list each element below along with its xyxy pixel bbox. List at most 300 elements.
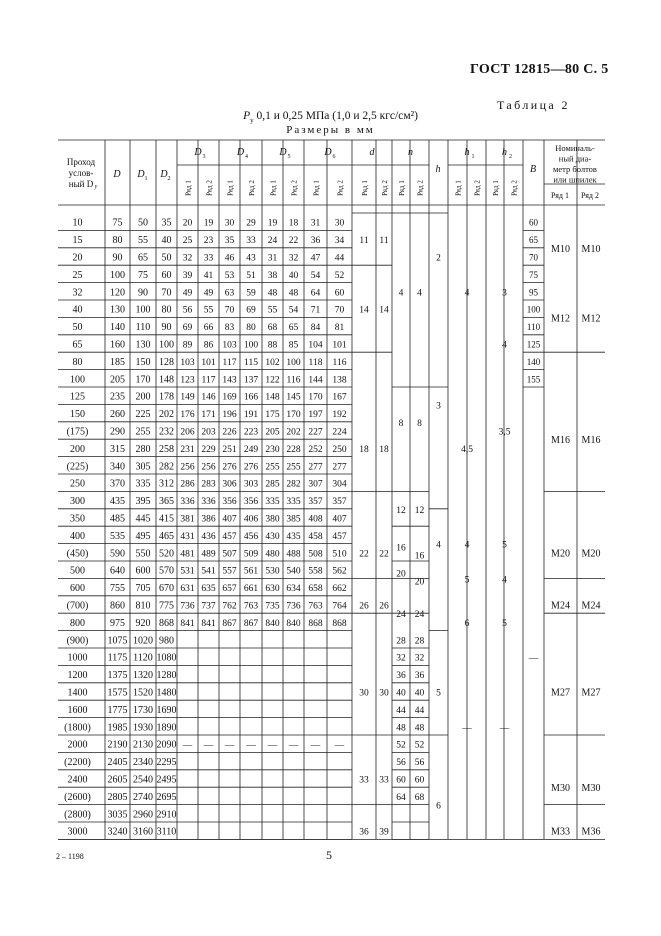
header-group-sub: 6 (332, 154, 336, 160)
cell-value: 1575 (107, 687, 128, 699)
h-value: 3 (436, 401, 441, 412)
cell-value: 191 (243, 410, 259, 421)
cell-value: 75 (112, 217, 123, 229)
cell-value: 282 (286, 479, 301, 490)
cell-value: 226 (222, 427, 237, 438)
cell-value: 86 (203, 340, 214, 351)
header-B: B (529, 164, 537, 175)
cell-value: 530 (265, 566, 280, 577)
header-row-label: Ряд 2 (510, 180, 519, 196)
cell-value: 40 (288, 270, 299, 281)
cell-value: 70 (161, 287, 172, 299)
cell-value: 735 (265, 601, 280, 612)
cell-value: 59 (246, 288, 256, 299)
cell-value: 110 (135, 322, 151, 334)
cell-value: 66 (203, 323, 214, 334)
cell-value: 31 (310, 218, 321, 229)
cell-value: 600 (135, 565, 151, 577)
header-row-label: Ряд 2 (473, 180, 482, 196)
cell-value: 36 (310, 236, 321, 247)
B-value: 110 (526, 322, 541, 333)
cell-value: 868 (332, 618, 347, 629)
cell-value: 70 (224, 305, 235, 316)
cell-value: 303 (243, 479, 259, 490)
cell-value: 630 (265, 584, 280, 595)
cell-value: (2600) (64, 791, 91, 803)
cell-value: — (203, 740, 214, 751)
bolt-row1-value: M24 (551, 600, 570, 612)
cell-value: 171 (201, 410, 216, 421)
d-value: 30 (379, 688, 389, 699)
cell-value: 225 (135, 409, 151, 421)
header-group-D6: D (324, 147, 332, 158)
cell-value: 103 (222, 340, 237, 351)
sizes-caption: Размеры в мм (286, 124, 375, 136)
cell-value: 562 (332, 566, 347, 577)
cell-value: 304 (332, 479, 347, 490)
cell-value: 203 (201, 427, 216, 438)
cell-value: 65 (288, 323, 299, 334)
n-value: 36 (414, 671, 425, 682)
cell-value: 23 (203, 236, 214, 247)
cell-value: 1075 (107, 635, 128, 647)
cell-value: 436 (201, 531, 216, 542)
cell-value: 38 (267, 270, 278, 281)
bolt-row2-value: M12 (581, 313, 601, 325)
cell-value: 2405 (107, 757, 128, 769)
cell-value: 431 (180, 531, 195, 542)
cell-value: 20 (182, 218, 193, 229)
cell-value: 249 (243, 444, 259, 455)
cell-value: 762 (222, 601, 237, 612)
cell-value: (900) (66, 635, 89, 647)
cell-value: 89 (182, 340, 193, 351)
cell-value: 407 (332, 514, 347, 525)
header-row-label: Ряд 1 (269, 180, 278, 196)
h-value: 5 (436, 688, 441, 699)
cell-value: 763 (308, 601, 323, 612)
footer-code: 2 – 1198 (56, 852, 84, 861)
n-value: 20 (396, 569, 406, 580)
cell-value: 49 (203, 288, 214, 299)
cell-value: 415 (159, 513, 174, 525)
cell-value: 116 (332, 357, 347, 368)
cell-value: 3240 (107, 826, 128, 838)
cell-value: 500 (70, 565, 85, 577)
cell-value: 1890 (156, 722, 177, 734)
cell-value: 1520 (133, 687, 153, 699)
cell-value: 196 (222, 410, 237, 421)
header-group-n: n (408, 147, 413, 158)
cell-value: 40 (72, 304, 83, 316)
cell-value: 15 (72, 235, 83, 247)
cell-value: 841 (201, 618, 216, 629)
cell-value: 20 (72, 252, 83, 264)
cell-value: 336 (180, 497, 195, 508)
cell-value: 69 (246, 305, 256, 316)
n-value: 8 (398, 418, 404, 429)
cell-value: 19 (203, 218, 214, 229)
B-value: 60 (529, 217, 538, 228)
cell-value: — (334, 740, 345, 751)
cell-value: 55 (138, 235, 148, 247)
cell-value: 68 (267, 323, 278, 334)
cell-value: 380 (265, 514, 280, 525)
cell-value: 125 (70, 391, 85, 403)
cell-value: 350 (70, 513, 85, 525)
cell-value: — (182, 740, 193, 751)
cell-value: 535 (110, 530, 125, 542)
cell-value: 29 (246, 218, 256, 229)
bolt-row2-value: M36 (581, 826, 601, 838)
header-group-d: d (369, 147, 375, 158)
cell-value: 457 (222, 531, 237, 542)
bolt-row2-value: M10 (581, 243, 601, 255)
cell-value: 406 (243, 514, 259, 525)
header-bolt-row1: Ряд 1 (551, 191, 569, 200)
cell-value: (2200) (64, 757, 91, 769)
h2-value: 5 (502, 618, 507, 629)
cell-value: 258 (159, 443, 174, 455)
cell-value: 148 (159, 374, 174, 386)
pressure-symbol: P (243, 110, 251, 122)
cell-value: 256 (180, 462, 195, 473)
cell-value: 47 (310, 253, 321, 264)
d-value: 11 (379, 236, 389, 247)
cell-value: 356 (222, 497, 237, 508)
header-dn-line: ный D (68, 179, 94, 189)
cell-value: 3035 (107, 809, 128, 821)
cell-value: 150 (135, 356, 151, 368)
cell-value: 541 (201, 566, 216, 577)
cell-value: 2910 (156, 809, 177, 821)
header-group-D4: D (236, 147, 245, 158)
cell-value: 122 (265, 375, 280, 386)
cell-value: 485 (110, 513, 125, 525)
cell-value: 50 (72, 322, 83, 334)
cell-value: 170 (308, 392, 323, 403)
standard-header: ГОСТ 12815—80 С. 5 (470, 62, 609, 77)
header-row-label: Ряд 2 (336, 180, 345, 196)
n-value: 60 (396, 775, 406, 786)
cell-value: 170 (286, 410, 301, 421)
cell-value: 736 (286, 601, 301, 612)
B-value: 95 (529, 287, 538, 298)
h2-value: 4 (502, 340, 507, 351)
n-value: 60 (414, 775, 425, 786)
cell-value: 306 (222, 479, 237, 490)
cell-value: 2295 (156, 757, 177, 769)
cell-value: 435 (110, 496, 125, 508)
cell-value: 1020 (133, 635, 153, 647)
bolt-row1-value: M27 (551, 687, 570, 699)
n-value: 24 (396, 610, 406, 621)
cell-value: 256 (201, 462, 216, 473)
cell-value: 590 (110, 548, 125, 560)
n-value: 52 (396, 740, 406, 751)
cell-value: 118 (308, 357, 323, 368)
header-group-sub: 4 (245, 154, 248, 160)
cell-value: 365 (159, 496, 174, 508)
cell-value: 3160 (133, 826, 153, 838)
cell-value: 255 (135, 426, 151, 438)
cell-value: 55 (203, 305, 214, 316)
header-row-label: Ряд 2 (248, 180, 256, 196)
cell-value: 56 (182, 305, 193, 316)
B-value: 125 (526, 339, 541, 350)
B-value: 155 (526, 374, 541, 385)
cell-value: 24 (267, 236, 278, 247)
cell-value: 84 (310, 323, 321, 334)
cell-value: 2495 (156, 774, 177, 786)
header-row-label: Ряд 1 (492, 180, 500, 196)
d-value: 11 (359, 236, 369, 247)
header-bolt-line: ный диа- (558, 153, 592, 164)
header-bolt-row2: Ряд 2 (581, 191, 599, 200)
cell-value: 305 (135, 461, 151, 473)
header-bolt-line: метр болтов (553, 164, 597, 174)
header-row-label: Ряд 1 (361, 180, 369, 196)
cell-value: 115 (244, 357, 258, 368)
cell-value: 631 (180, 584, 195, 595)
header-D2-sub: 2 (167, 176, 171, 182)
cell-value: 231 (180, 444, 195, 455)
cell-value: 867 (243, 618, 259, 629)
cell-value: 312 (159, 478, 174, 490)
cell-value: 510 (332, 549, 347, 560)
cell-value: 386 (201, 514, 216, 525)
cell-value: 370 (110, 478, 125, 490)
cell-value: 2000 (67, 739, 88, 751)
cell-value: 277 (308, 462, 323, 473)
cell-value: 63 (224, 288, 235, 299)
header-row-label: Ряд 1 (226, 180, 235, 196)
cell-value: 83 (224, 323, 235, 334)
cell-value: 920 (135, 617, 151, 629)
n-value: 48 (414, 723, 425, 734)
cell-value: 50 (161, 252, 172, 264)
header-row-label: Ряд 1 (398, 180, 406, 196)
cell-value: 69 (182, 323, 193, 334)
cell-value: 178 (159, 391, 174, 403)
header-h: h (435, 164, 441, 175)
cell-value: 25 (72, 269, 83, 281)
header-group-h2: h (502, 147, 507, 158)
cell-value: 90 (138, 287, 148, 299)
cell-value: 148 (265, 392, 280, 403)
cell-value: 46 (224, 253, 235, 264)
cell-value: 128 (159, 356, 174, 368)
cell-value: 145 (286, 392, 301, 403)
cell-value: 1480 (156, 687, 177, 699)
cell-value: 2190 (107, 739, 128, 751)
cell-value: 146 (201, 392, 216, 403)
cell-value: — (267, 740, 278, 751)
cell-value: 103 (180, 357, 195, 368)
n-value: 12 (414, 505, 425, 516)
bolt-row2-value: M24 (581, 600, 601, 612)
header-group-sub: 3 (202, 154, 206, 160)
cell-value: 300 (70, 496, 85, 508)
cell-value: 1690 (156, 704, 177, 716)
cell-value: 144 (308, 375, 323, 386)
cell-value: 640 (110, 565, 125, 577)
cell-value: 18 (288, 218, 299, 229)
n-value: 16 (414, 551, 425, 562)
cell-value: 50 (138, 217, 148, 229)
cell-value: 975 (110, 617, 125, 629)
cell-value: 100 (135, 304, 151, 316)
B-value: 140 (526, 356, 541, 367)
cell-value: 60 (334, 288, 345, 299)
cell-value: 2090 (156, 739, 177, 751)
cell-value: 49 (182, 288, 193, 299)
cell-value: 31 (267, 253, 278, 264)
cell-value: 480 (265, 549, 280, 560)
n-value: 28 (414, 636, 425, 647)
bolt-row1-value: M16 (551, 435, 570, 447)
n-value: 36 (396, 671, 406, 682)
cell-value: 286 (180, 479, 195, 490)
n-value: 56 (414, 758, 425, 769)
d-value: 22 (359, 549, 369, 560)
cell-value: 840 (286, 618, 301, 629)
cell-value: 197 (308, 410, 323, 421)
header-bolt-line: Номиналь- (555, 143, 595, 153)
cell-value: 30 (224, 218, 235, 229)
cell-value: 1775 (107, 704, 128, 716)
d-value: 22 (379, 549, 389, 560)
n-value: 48 (396, 723, 406, 734)
cell-value: 250 (70, 478, 85, 490)
cell-value: 395 (135, 496, 151, 508)
cell-value: 2130 (133, 739, 153, 751)
cell-value: 100 (70, 374, 85, 386)
cell-value: 149 (180, 392, 195, 403)
cell-value: 260 (110, 409, 125, 421)
cell-value: 230 (265, 444, 280, 455)
h2-value: 3 (502, 288, 507, 299)
cell-value: 2340 (133, 757, 153, 769)
cell-value: 980 (159, 635, 174, 647)
cell-value: 25 (182, 236, 193, 247)
cell-value: 570 (159, 565, 174, 577)
cell-value: 137 (243, 375, 259, 386)
h1-value: 6 (464, 618, 470, 629)
cell-value: 65 (138, 252, 148, 264)
header-row-label: Ряд 1 (454, 180, 463, 196)
d-value: 26 (379, 601, 389, 612)
cell-value: 185 (110, 356, 125, 368)
cell-value: 357 (332, 497, 347, 508)
cell-value: 100 (110, 269, 125, 281)
bolt-row1-value: M10 (551, 243, 570, 255)
table-label: Таблица 2 (497, 98, 570, 112)
header-group-h1: h (464, 147, 470, 158)
cell-value: 205 (265, 427, 280, 438)
h1-value: — (462, 723, 472, 734)
header-dn-sub: y (94, 184, 98, 190)
cell-value: 229 (201, 444, 216, 455)
n-value: 40 (396, 688, 406, 699)
cell-value: 282 (159, 461, 174, 473)
cell-value: 2695 (156, 791, 177, 803)
cell-value: 277 (332, 462, 347, 473)
cell-value: 255 (286, 462, 301, 473)
cell-value: 315 (110, 443, 125, 455)
cell-value: 60 (161, 269, 172, 281)
cell-value: 101 (332, 340, 347, 351)
cell-value: 206 (180, 427, 195, 438)
header-group-sub: 1 (471, 154, 475, 160)
cell-value: 40 (161, 235, 172, 247)
cell-value: 30 (334, 218, 345, 229)
d-value: 30 (359, 688, 369, 699)
header-group-sub: 5 (287, 154, 291, 160)
cell-value: 32 (182, 253, 193, 264)
header-row-label: Ряд 1 (184, 180, 193, 196)
cell-value: 19 (267, 218, 278, 229)
cell-value: 39 (182, 270, 193, 281)
d-value: 18 (379, 444, 389, 455)
n-value: 4 (417, 288, 422, 299)
cell-value: 33 (246, 236, 256, 247)
cell-value: 150 (70, 409, 85, 421)
cell-value: 3110 (156, 826, 177, 838)
cell-value: 32 (72, 287, 83, 299)
cell-value: 85 (288, 340, 299, 351)
cell-value: 255 (265, 462, 280, 473)
h2-value: 3,5 (498, 427, 511, 438)
bolt-row2-value: M30 (581, 783, 601, 795)
n-value: 32 (396, 653, 406, 664)
n-value: 68 (414, 792, 425, 803)
h-value: 4 (436, 540, 441, 551)
bolt-row2-value: M20 (581, 548, 601, 560)
cell-value: 205 (110, 374, 125, 386)
cell-value: (450) (66, 548, 89, 560)
cell-value: 335 (286, 497, 301, 508)
cell-value: 117 (222, 357, 237, 368)
cell-value: 456 (243, 531, 259, 542)
cell-value: 200 (70, 443, 85, 455)
cell-value: 840 (265, 618, 280, 629)
cell-value: 867 (222, 618, 237, 629)
cell-value: 64 (310, 288, 321, 299)
cell-value: 509 (243, 549, 259, 560)
cell-value: 550 (135, 548, 151, 560)
cell-value: 202 (159, 409, 174, 421)
cell-value: 227 (308, 427, 323, 438)
cell-value: 1080 (156, 652, 177, 664)
cell-value: 335 (265, 497, 280, 508)
d-value: 26 (359, 601, 369, 612)
cell-value: 445 (135, 513, 151, 525)
cell-value: 1400 (67, 687, 88, 699)
n-value: 64 (396, 792, 406, 803)
cell-value: 336 (201, 497, 216, 508)
cell-value: 81 (334, 323, 345, 334)
cell-value: 53 (224, 270, 235, 281)
cell-value: 100 (286, 357, 301, 368)
cell-value: 407 (222, 514, 237, 525)
cell-value: 120 (110, 287, 125, 299)
h1-value: 5 (464, 575, 470, 586)
n-value: 12 (396, 505, 406, 516)
cell-value: 43 (246, 253, 256, 264)
n-value: 24 (414, 610, 425, 621)
cell-value: 34 (334, 236, 345, 247)
